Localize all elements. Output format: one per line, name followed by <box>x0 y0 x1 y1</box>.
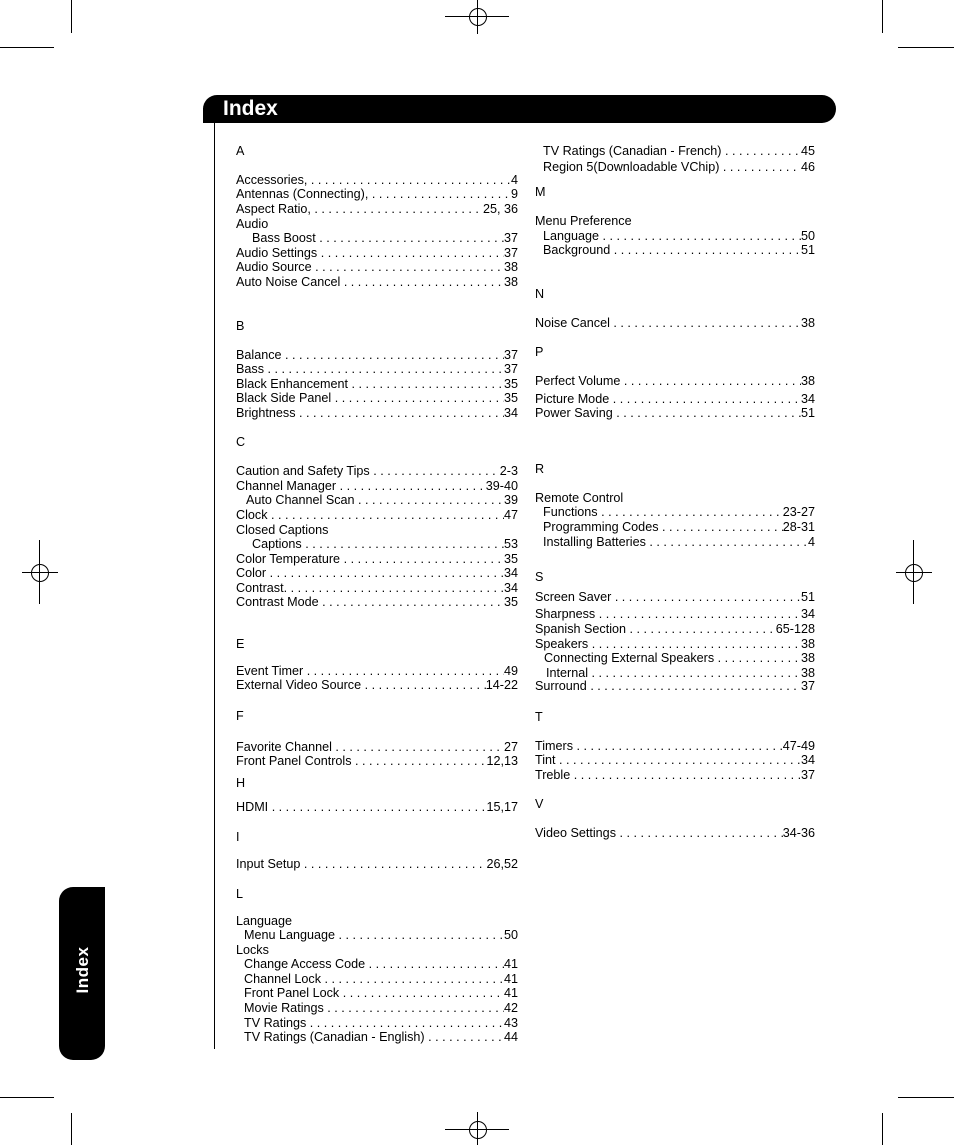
index-entry-leader <box>322 595 504 610</box>
index-entry-page: 28-31 <box>782 520 815 534</box>
index-letter-heading: L <box>236 887 244 901</box>
index-entry <box>244 1030 518 1045</box>
index-entry-label: HDMI <box>236 800 272 814</box>
index-entry-label: Event Timer <box>236 664 307 678</box>
index-entry <box>236 754 518 769</box>
index-entry-leader <box>285 348 504 363</box>
index-entry <box>236 187 518 202</box>
index-entry <box>236 552 518 567</box>
index-entry-label: Spanish Section <box>535 622 630 636</box>
index-entry <box>236 362 518 377</box>
index-entry-label: Auto Channel Scan <box>246 493 359 507</box>
registration-mark-top <box>445 0 509 34</box>
index-entry-page: 51 <box>800 243 815 257</box>
index-entry <box>535 826 815 841</box>
index-entry-leader <box>615 590 801 605</box>
index-group-heading: Menu Preference <box>535 214 632 228</box>
index-entry <box>244 986 518 1001</box>
index-entry-page: 50 <box>503 928 518 942</box>
index-entry-page: 65-128 <box>775 622 815 636</box>
index-entry <box>236 740 518 755</box>
index-entry-label: Balance <box>236 348 286 362</box>
index-entry-label: TV Ratings <box>244 1016 310 1030</box>
index-letter-heading: R <box>535 462 545 476</box>
index-entry-page: 23-27 <box>782 505 815 519</box>
index-entry-page: 34 <box>503 581 518 595</box>
index-entry-label: Installing Batteries <box>543 535 650 549</box>
index-entry-label: Black Side Panel <box>236 391 335 405</box>
index-entry-label: Internal <box>546 666 592 680</box>
index-entry <box>244 1016 518 1031</box>
index-entry-leader <box>304 857 487 872</box>
index-group-heading: Audio <box>236 217 269 231</box>
index-entry <box>236 275 518 290</box>
index-entry-leader <box>307 664 504 679</box>
index-entry-label: Clock <box>236 508 271 522</box>
index-entry-page: 4 <box>510 173 518 187</box>
index-entry <box>543 229 815 244</box>
index-entry <box>535 374 815 389</box>
index-entry-leader <box>355 754 486 769</box>
index-group-heading: Locks <box>236 943 269 957</box>
index-entry-label: Brightness <box>236 406 299 420</box>
index-entry <box>535 739 815 754</box>
index-entry-leader <box>428 1030 504 1045</box>
index-entry <box>236 595 518 610</box>
index-entry-leader <box>603 229 801 244</box>
index-entry <box>246 493 518 508</box>
index-entry-leader <box>613 316 801 331</box>
index-letter-heading: V <box>535 797 544 811</box>
index-entry-leader <box>271 508 504 523</box>
index-entry <box>236 508 518 523</box>
index-entry-label: Region 5(Downloadable VChip) <box>543 160 723 174</box>
index-entry-page: 49 <box>503 664 518 678</box>
index-entry <box>236 479 518 494</box>
index-letter-heading: M <box>535 185 546 199</box>
index-entry-label: Picture Mode <box>535 392 613 406</box>
index-entry-label: Input Setup <box>236 857 304 871</box>
index-entry-page: 37 <box>800 679 815 693</box>
index-entry <box>535 637 815 652</box>
index-entry <box>236 202 518 217</box>
index-entry-page: 37 <box>503 348 518 362</box>
index-entry-leader <box>373 464 500 479</box>
index-entry-leader <box>613 392 801 407</box>
index-entry-page: 35 <box>503 377 518 391</box>
index-entry-page: 51 <box>800 590 815 604</box>
index-entry <box>236 260 518 275</box>
index-entry-label: Front Panel Controls <box>236 754 355 768</box>
index-entry-leader <box>339 928 504 943</box>
header-bar <box>203 95 836 123</box>
crop-mark <box>882 1113 883 1145</box>
index-letter-heading: N <box>535 287 545 301</box>
crop-mark <box>71 0 72 33</box>
index-entry-leader <box>299 406 504 421</box>
index-entry <box>236 678 518 693</box>
index-entry <box>535 316 815 331</box>
index-entry-page: 47 <box>503 508 518 522</box>
index-entry-page: 4 <box>807 535 815 549</box>
index-entry-leader <box>590 679 801 694</box>
index-entry <box>543 535 815 550</box>
crop-mark <box>898 47 954 48</box>
index-entry-label: Accessories, <box>236 173 311 187</box>
index-entry-label: Channel Lock <box>244 972 325 986</box>
index-entry-leader <box>335 740 504 755</box>
index-entry-page: 34 <box>800 607 815 621</box>
index-entry-page: 38 <box>800 651 815 665</box>
index-entry-page: 38 <box>800 374 815 388</box>
index-entry <box>535 392 815 407</box>
index-entry-page: 35 <box>503 391 518 405</box>
index-entry-page: 38 <box>800 316 815 330</box>
index-entry-page: 38 <box>503 275 518 289</box>
index-entry-leader <box>270 566 504 581</box>
index-entry-label: Auto Noise Cancel <box>236 275 344 289</box>
index-entry-leader <box>344 552 504 567</box>
index-entry-page: 51 <box>800 406 815 420</box>
index-entry-label: Noise Cancel <box>535 316 614 330</box>
index-entry-page: 34 <box>800 753 815 767</box>
index-letter-heading: A <box>236 144 245 158</box>
index-entry-label: Color <box>236 566 270 580</box>
index-letter-heading: F <box>236 709 244 723</box>
index-entry <box>244 1001 518 1016</box>
index-entry-page: 45 <box>800 144 815 158</box>
index-entry <box>535 753 815 768</box>
index-entry-leader <box>352 377 504 392</box>
registration-mark-left <box>22 540 58 604</box>
index-entry-page: 44 <box>503 1030 518 1044</box>
index-entry-page: 37 <box>503 362 518 376</box>
index-letter-heading: H <box>236 776 246 790</box>
index-entry-page: 14-22 <box>485 678 518 692</box>
index-entry-label: Color Temperature <box>236 552 344 566</box>
crop-mark <box>0 1097 54 1098</box>
index-entry-page: 39-40 <box>485 479 518 493</box>
index-entry-leader <box>649 535 808 550</box>
index-entry <box>244 928 518 943</box>
index-entry-label: Power Saving <box>535 406 617 420</box>
index-entry-label: Front Panel Lock <box>244 986 343 1000</box>
index-entry <box>543 144 815 159</box>
index-entry-page: 27 <box>503 740 518 754</box>
index-entry <box>543 520 815 535</box>
index-entry-page: 9 <box>510 187 518 201</box>
index-entry-label: Change Access Code <box>244 957 369 971</box>
index-entry-page: 38 <box>503 260 518 274</box>
index-entry-leader <box>723 160 801 175</box>
index-entry-page: 38 <box>800 666 815 680</box>
index-entry-page: 34 <box>800 392 815 406</box>
index-entry-page: 26,52 <box>486 857 518 871</box>
index-entry-label: Functions <box>543 505 602 519</box>
index-entry-leader <box>268 362 504 377</box>
index-entry-leader <box>614 243 801 258</box>
index-entry-label: Caution and Safety Tips <box>236 464 374 478</box>
index-entry-page: 35 <box>503 595 518 609</box>
index-entry-label: Language <box>543 229 603 243</box>
index-entry-label: Sharpness <box>535 607 599 621</box>
index-entry-leader <box>616 406 801 421</box>
index-entry-leader <box>369 957 504 972</box>
index-entry-page: 43 <box>503 1016 518 1030</box>
index-entry-label: Surround <box>535 679 591 693</box>
index-entry-leader <box>291 581 504 596</box>
index-entry <box>236 246 518 261</box>
index-entry-leader <box>630 622 776 637</box>
index-entry-label: Timers <box>535 739 577 753</box>
index-entry-leader <box>601 505 783 520</box>
index-entry-leader <box>624 374 801 389</box>
index-entry-leader <box>272 800 487 815</box>
index-entry-label: Screen Saver <box>535 590 615 604</box>
index-entry <box>535 607 815 622</box>
index-entry-leader <box>358 493 504 508</box>
index-entry-label: Tint <box>535 753 560 767</box>
index-entry-leader <box>311 173 511 188</box>
index-entry-page: 38 <box>800 637 815 651</box>
index-letter-heading: B <box>236 319 245 333</box>
index-entry-leader <box>314 202 483 217</box>
index-entry-page: 37 <box>503 231 518 245</box>
index-entry-leader <box>340 479 486 494</box>
index-entry-leader <box>344 275 504 290</box>
index-entry-label: Favorite Channel <box>236 740 336 754</box>
index-group-heading: Closed Captions <box>236 523 329 537</box>
index-entry-label: Contrast. <box>236 581 291 595</box>
index-entry-label: Video Settings <box>535 826 620 840</box>
index-entry-leader <box>319 231 504 246</box>
crop-mark <box>71 1113 72 1145</box>
index-entry-label: Channel Manager <box>236 479 340 493</box>
index-group-heading: Language <box>236 914 293 928</box>
index-entry-leader <box>620 826 783 841</box>
index-entry-leader <box>718 651 801 666</box>
index-entry-page: 42 <box>503 1001 518 1015</box>
page-title: Index <box>223 97 278 120</box>
index-entry-page: 34 <box>503 566 518 580</box>
index-entry-leader <box>365 678 486 693</box>
index-entry <box>543 160 815 175</box>
index-entry-leader <box>662 520 783 535</box>
index-entry <box>236 857 518 872</box>
index-entry-label: Connecting External Speakers <box>544 651 718 665</box>
index-letter-heading: C <box>236 435 246 449</box>
index-entry <box>236 664 518 679</box>
index-entry <box>236 391 518 406</box>
index-entry-page: 47-49 <box>782 739 815 753</box>
index-entry-label: External Video Source <box>236 678 365 692</box>
side-tab-label-wrap <box>60 920 106 1020</box>
index-entry-leader <box>310 1016 504 1031</box>
index-entry <box>543 243 815 258</box>
index-entry-label: TV Ratings (Canadian - French) <box>543 144 725 158</box>
index-entry-page: 2-3 <box>499 464 518 478</box>
side-tab-label: Index <box>73 946 92 994</box>
index-entry-leader <box>574 768 801 783</box>
index-entry <box>236 581 518 596</box>
index-entry <box>252 231 518 246</box>
index-entry <box>236 173 518 188</box>
index-entry-label: Black Enhancement <box>236 377 352 391</box>
index-entry-label: Movie Ratings <box>244 1001 328 1015</box>
index-entry-label: Contrast Mode <box>236 595 323 609</box>
index-entry-label: Speakers <box>535 637 592 651</box>
index-entry-page: 34 <box>503 406 518 420</box>
index-entry-page: 39 <box>503 493 518 507</box>
index-entry <box>535 679 815 694</box>
index-entry-page: 46 <box>800 160 815 174</box>
index-entry-label: Aspect Ratio, <box>236 202 315 216</box>
index-entry-label: Bass Boost <box>252 231 320 245</box>
index-entry-page: 15,17 <box>486 800 518 814</box>
index-entry-page: 41 <box>503 957 518 971</box>
index-entry-leader <box>321 246 504 261</box>
index-entry <box>535 768 815 783</box>
index-entry <box>236 566 518 581</box>
index-entry-leader <box>305 537 504 552</box>
index-letter-heading: T <box>535 710 543 724</box>
index-entry-leader <box>343 986 504 1001</box>
registration-mark-right <box>896 540 932 604</box>
index-entry-label: Programming Codes <box>543 520 662 534</box>
crop-mark <box>898 1097 954 1098</box>
index-entry-leader <box>599 607 801 622</box>
index-entry <box>252 537 518 552</box>
index-entry-page: 35 <box>503 552 518 566</box>
index-entry-leader <box>577 739 783 754</box>
index-entry-page: 41 <box>503 986 518 1000</box>
index-entry-leader <box>592 637 801 652</box>
index-entry-label: Antennas (Connecting), <box>236 187 372 201</box>
index-entry-leader <box>725 144 801 159</box>
crop-mark <box>0 47 54 48</box>
index-entry-leader <box>335 391 504 406</box>
index-entry-label: Audio Settings <box>236 246 321 260</box>
index-entry-page: 41 <box>503 972 518 986</box>
index-entry <box>236 464 518 479</box>
index-letter-heading: P <box>535 345 544 359</box>
index-entry-page: 37 <box>503 246 518 260</box>
index-entry-label: Captions <box>252 537 306 551</box>
index-entry-page: 53 <box>503 537 518 551</box>
index-entry-label: Bass <box>236 362 268 376</box>
index-entry-leader <box>325 972 504 987</box>
index-entry <box>544 651 815 666</box>
registration-mark-bottom <box>445 1112 509 1145</box>
index-entry <box>535 406 815 421</box>
index-entry <box>543 505 815 520</box>
index-entry-page: 34-36 <box>782 826 815 840</box>
column-rule <box>214 123 215 1049</box>
index-entry-label: Perfect Volume <box>535 374 624 388</box>
index-entry-page: 50 <box>800 229 815 243</box>
index-entry-label: Background <box>543 243 614 257</box>
crop-mark <box>882 0 883 33</box>
index-entry <box>236 377 518 392</box>
index-entry <box>535 622 815 637</box>
index-letter-heading: E <box>236 637 245 651</box>
index-entry <box>236 348 518 363</box>
index-entry-leader <box>327 1001 504 1016</box>
index-entry-page: 12,13 <box>486 754 518 768</box>
index-entry-label: Treble <box>535 768 574 782</box>
index-entry-label: TV Ratings (Canadian - English) <box>244 1030 429 1044</box>
index-entry <box>244 957 518 972</box>
index-entry-page: 25, 36 <box>482 202 518 216</box>
index-entry <box>236 800 518 815</box>
index-entry-leader <box>315 260 504 275</box>
index-letter-heading: S <box>535 570 544 584</box>
index-entry-leader <box>559 753 801 768</box>
index-entry-page: 37 <box>800 768 815 782</box>
index-entry-label: Menu Language <box>244 928 339 942</box>
index-letter-heading: I <box>236 830 240 844</box>
index-entry-leader <box>372 187 511 202</box>
index-entry <box>535 590 815 605</box>
index-entry <box>236 406 518 421</box>
index-entry-label: Audio Source <box>236 260 316 274</box>
index-entry <box>244 972 518 987</box>
index-group-heading: Remote Control <box>535 491 624 505</box>
